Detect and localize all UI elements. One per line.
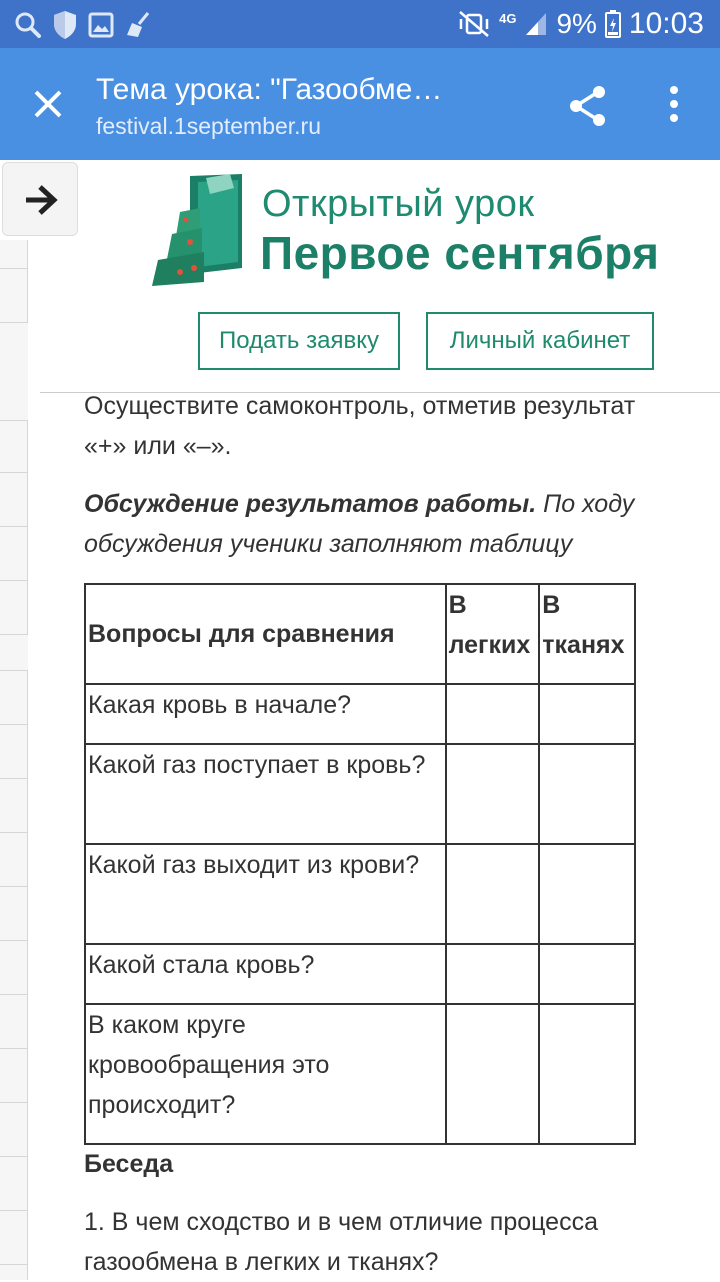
discussion-question: 1. В чем сходство и в чем отличие процесса газообмена в легких и тканях? — [84, 1208, 598, 1276]
signal-icon — [524, 11, 548, 37]
logo-text-line1: Открытый урок — [262, 183, 535, 225]
table-row — [85, 744, 635, 844]
sidebar-divider — [0, 526, 28, 527]
app-bar — [0, 48, 720, 160]
sidebar-divider — [0, 670, 28, 671]
table-header-cell: Вопросы для сравнения — [85, 584, 446, 684]
table-cell — [539, 944, 635, 1004]
sidebar-divider — [0, 322, 28, 323]
table-row — [85, 944, 635, 1004]
sidebar-divider — [0, 778, 28, 779]
table-cell — [539, 684, 635, 744]
page-title: Тема урока: "Газообме… — [96, 73, 443, 106]
table-cell — [446, 944, 540, 1004]
table-cell — [446, 744, 540, 844]
sidebar-divider — [0, 994, 28, 995]
mute-vibrate-icon — [457, 10, 491, 38]
table-cell: Какой стала кровь? — [85, 944, 446, 1004]
section-heading: Беседа — [84, 1150, 174, 1178]
table-row — [85, 1004, 635, 1144]
table-cell — [539, 744, 635, 844]
table-header-cell: В тканях — [539, 584, 635, 684]
sidebar-divider — [0, 940, 28, 941]
network-type: 4G — [499, 11, 517, 26]
battery-icon — [605, 10, 621, 38]
paragraph-discussion — [84, 484, 684, 564]
table-cell: В каком круге кровообращения это происходит? — [85, 1004, 446, 1144]
sidebar-edge — [27, 670, 28, 1280]
sidebar-toggle-button[interactable] — [2, 162, 78, 236]
sidebar-divider — [0, 886, 28, 887]
logo-text-line2: Первое сентября — [260, 227, 660, 279]
sidebar-divider — [0, 724, 28, 725]
table-cell — [446, 1004, 540, 1144]
share-icon[interactable] — [566, 84, 610, 128]
table-row — [85, 844, 635, 944]
sidebar-edge — [27, 240, 28, 322]
paragraph-self-control: Осуществите самоконтроль, отметив результат «+» или «–». — [84, 392, 636, 460]
search-icon — [14, 11, 42, 39]
sidebar-divider — [0, 268, 28, 269]
discussion-text: По ходу обсуждения ученики заполняют таблицу — [84, 490, 635, 558]
apply-button[interactable]: Подать заявку — [198, 312, 400, 370]
table-cell — [446, 684, 540, 744]
table-row — [85, 684, 635, 744]
sidebar-divider — [0, 1210, 28, 1211]
table-cell: Какая кровь в начале? — [85, 684, 446, 744]
table-header-cell: В легких — [446, 584, 540, 684]
table-cell — [539, 1004, 635, 1144]
sidebar-divider — [0, 472, 28, 473]
close-icon[interactable] — [28, 84, 68, 124]
table-cell — [446, 844, 540, 944]
personal-cabinet-button[interactable]: Личный кабинет — [426, 312, 654, 370]
sidebar-divider — [0, 1156, 28, 1157]
comparison-table — [84, 583, 636, 1145]
table-header-row — [85, 584, 635, 684]
discussion-bold-lead: Обсуждение результатов работы. — [84, 490, 537, 518]
sidebar-divider — [0, 420, 28, 421]
sidebar-strip — [0, 240, 28, 1280]
arrow-right-icon — [23, 183, 59, 217]
more-vert-icon[interactable] — [656, 84, 692, 124]
battery-percent: 9% — [556, 8, 597, 39]
page-url: festival.1september.ru — [96, 113, 322, 139]
sidebar-divider — [0, 634, 28, 635]
sidebar-divider — [0, 580, 28, 581]
table-cell: Какой газ поступает в кровь? — [85, 744, 446, 844]
status-bar — [0, 0, 720, 48]
site-logo-icon — [150, 172, 250, 288]
table-cell: Какой газ выходит из крови? — [85, 844, 446, 944]
sidebar-edge — [27, 420, 28, 634]
sidebar-divider — [0, 1102, 28, 1103]
sidebar-divider — [0, 1264, 28, 1265]
image-icon — [88, 12, 114, 38]
sidebar-divider — [0, 832, 28, 833]
sidebar-divider — [0, 1048, 28, 1049]
shield-icon — [52, 10, 78, 40]
table-cell — [539, 844, 635, 944]
clock: 10:03 — [628, 7, 704, 40]
broom-icon — [124, 11, 152, 39]
